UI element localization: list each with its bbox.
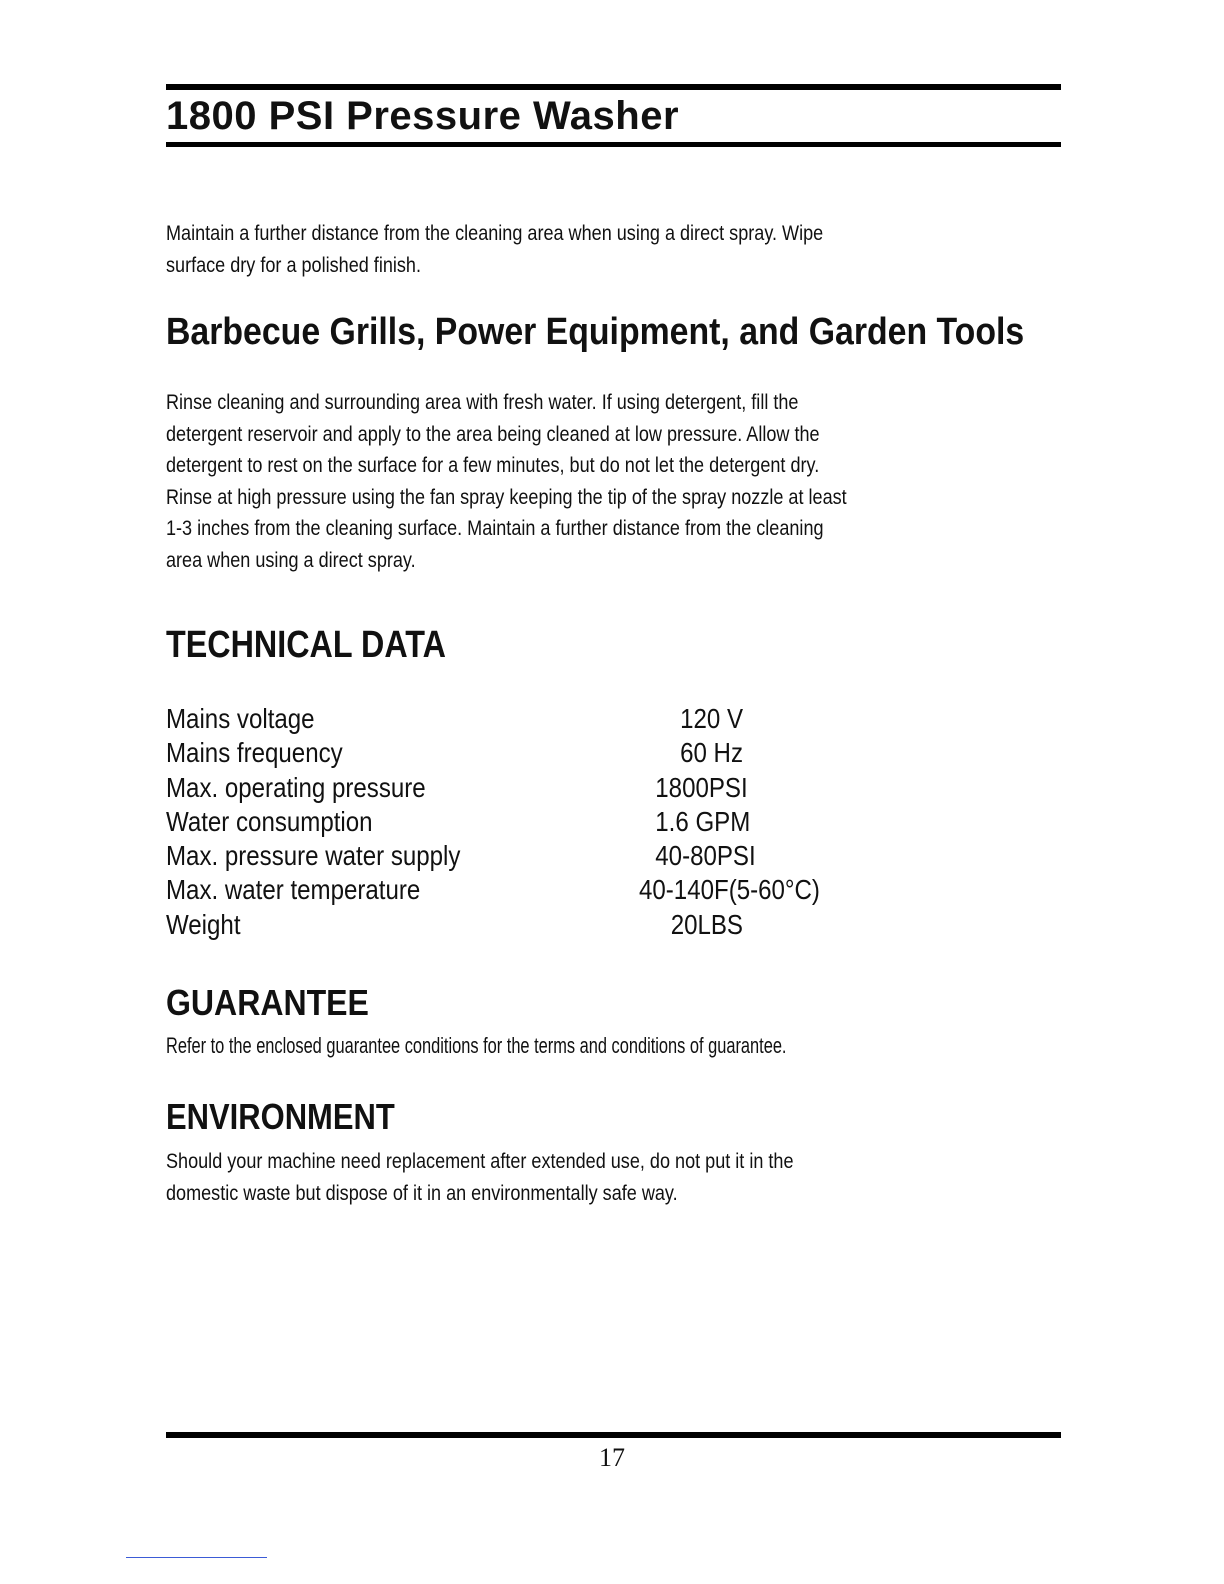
spec-row-weight [166, 908, 926, 942]
spec-value: 120 V [680, 703, 743, 734]
spec-value: 40-140F(5-60°C) [639, 874, 820, 906]
spec-label: Water consumption [166, 805, 373, 837]
guarantee-heading: GUARANTEE [166, 982, 369, 1023]
spec-label: Max. water temperature [166, 874, 421, 906]
spec-label: Mains voltage [166, 703, 315, 734]
guarantee-paragraph: Refer to the enclosed guarantee conditions for the terms and conditions of guarantee. [166, 1033, 787, 1058]
environment-paragraph: Should your machine need replacement after extended use, do not put it in the domestic waste but dispose of it in an environmentally safe way. [166, 1150, 794, 1205]
spec-value: 40-80PSI [655, 840, 756, 872]
corner-link-underline [126, 1557, 267, 1558]
technical-data-table [166, 702, 926, 942]
intro-paragraph: Maintain a further distance from the cleaning area when using a direct spray. Wipe surface dry for a polished finish. [166, 222, 824, 277]
footer-rule [166, 1432, 1061, 1438]
spec-value: 20LBS [670, 908, 743, 940]
spec-value: 1800PSI [655, 771, 748, 803]
spec-row-max-water-temperature [166, 873, 926, 907]
spec-label: Weight [166, 908, 241, 940]
bbq-section-heading: Barbecue Grills, Power Equipment, and Garden Tools [166, 311, 1025, 353]
spec-row-mains-voltage [166, 702, 926, 736]
spec-value: 60 Hz [680, 737, 743, 769]
page-number: 17 [599, 1443, 625, 1472]
title-underline-rule [166, 142, 1061, 147]
spec-label: Max. operating pressure [166, 771, 426, 803]
spec-row-max-pressure-water-supply [166, 839, 926, 873]
spec-row-max-operating-pressure [166, 771, 926, 805]
technical-data-heading: TECHNICAL DATA [166, 624, 446, 666]
bbq-section-paragraph: Rinse cleaning and surrounding area with fresh water. If using detergent, fill the detergent reservoir and apply to the area being cleaned at low pressure. Allow the detergent to rest on the surface for a few minutes, but do not let the detergent dry. Rinse at high pressure using the fan spray keeping the tip of the spray nozzle at least 1-3 inches from the cleaning surface. Maintain a further distance from the cleaning area when using a direct spray. [166, 391, 847, 572]
spec-value: 1.6 GPM [655, 805, 751, 837]
environment-heading: ENVIRONMENT [166, 1096, 395, 1137]
spec-row-mains-frequency [166, 736, 926, 770]
page-title: 1800 PSI Pressure Washer [166, 94, 680, 138]
spec-row-water-consumption [166, 805, 926, 839]
spec-label: Max. pressure water supply [166, 840, 461, 872]
spec-label: Mains frequency [166, 737, 343, 769]
